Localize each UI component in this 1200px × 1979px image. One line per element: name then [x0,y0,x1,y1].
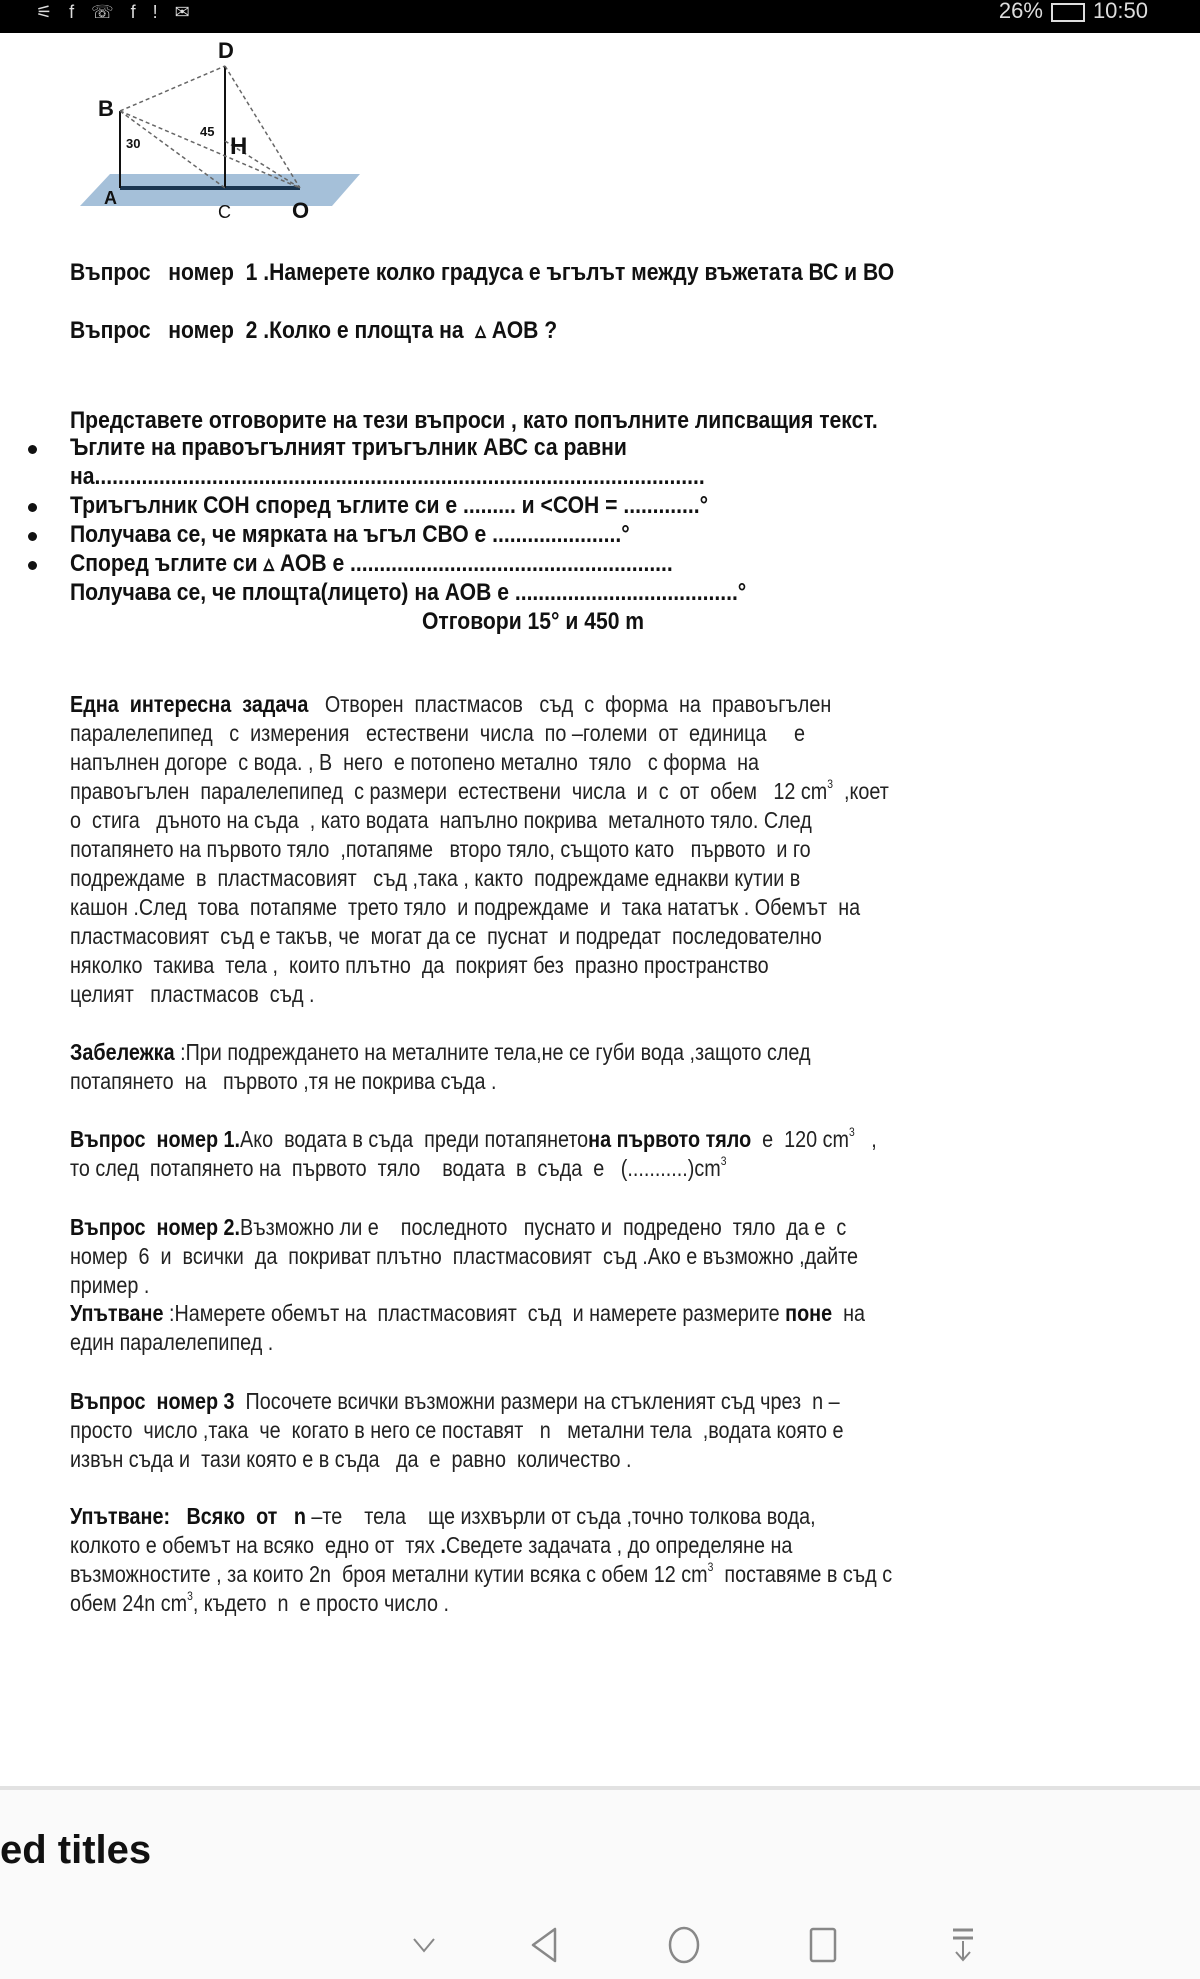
problem-line [70,1531,792,1560]
text-run: кашон .След това потапяме трето тяло и подреждаме и така нататък . Обемът на [70,894,861,920]
text-run: , [854,1126,877,1152]
bold-text: Въпрос номер 2. [70,1214,241,1240]
bold-text: Въпрос номер 1. [70,1126,241,1152]
bullet [28,561,37,570]
label-b: B [98,96,114,121]
recents-icon[interactable] [803,1925,843,1965]
worksheet-line [70,433,627,462]
problem-line [70,1416,843,1445]
bold-text: Една интересна задача [70,691,309,717]
text-run: о стига дъното на съда , като водата напълно покрива металното тяло. След [70,807,812,833]
text-run: пластмасовият съд е такъв, че могат да се пуснат и подредат последователно [70,923,822,949]
superscript: 3 [827,777,834,791]
text-run: Въпрос номер 1 .Намерете колко градуса е ъгълът между въжетата ВС и ВО [70,259,895,286]
problem-line [70,1589,449,1618]
problem-line [70,1213,846,1242]
related-panel [0,1790,1200,1979]
problem-line [70,1154,727,1183]
text-run: потапянето на първото тяло ,потапяме второ тяло, същото като първото и го [70,836,811,862]
text-run: Отворен пластмасов съд с форма на правоъгълен [308,691,832,717]
text-run: Получава се, че площта(лицето) на АОВ е ......................................° [70,579,747,606]
problem-line [70,748,759,777]
home-icon[interactable] [664,1925,704,1965]
problem-line [70,719,805,748]
worksheet-line [70,406,878,435]
label-c: C [218,202,231,222]
text-run: колкото е обемът на всяко едно от тях [70,1532,441,1558]
back-icon[interactable] [524,1925,564,1965]
battery-percent: 26% [998,0,1043,23]
bold-text: Забележка [70,1039,175,1065]
problem-line [70,806,812,835]
status-bar [0,0,1200,33]
related-titles-heading: ed titles [0,1828,152,1872]
worksheet-line [70,462,705,491]
label-a: A [104,188,117,208]
problem-line [70,1502,816,1531]
text-run: Отговори 15° и 450 m [422,608,645,635]
clock: 10:50 [1092,0,1148,23]
text-run: потапянето на първото ,тя не покрива съда . [70,1068,497,1094]
text-run: Възможно ли е последното пуснато и подредено тяло да е с [240,1214,847,1240]
worksheet-line [422,607,644,636]
bullet [28,445,37,454]
problem-line [70,1387,840,1416]
text-run: паралелепипед с измерения естествени числа по –големи от единица е [70,720,805,746]
worksheet-line [70,520,630,549]
label-o: O [292,198,310,223]
text-run: Получава се, че мярката на ъгъл СВО е ......................° [70,521,630,548]
problem-line [70,1242,858,1271]
label-h: H [230,133,248,160]
text-run: подреждаме в пластмасовият съд ,така , както подреждаме еднакви кутии в [70,865,801,891]
superscript: 3 [849,1125,855,1139]
problem-line [70,690,831,719]
text-run: Ъглите на правоъгълният триъгълник АВС са равни [70,434,627,461]
problem-line [70,893,860,922]
chevron-down-icon[interactable] [404,1925,444,1965]
geometry-diagram [70,36,370,236]
bold-text: на първото тяло [588,1126,752,1152]
bold-text: Въпрос номер 3 [70,1388,235,1414]
bold-text: Упътване [70,1300,164,1326]
bold-text: . [440,1532,446,1558]
text-run: Сведете задачата , до определяне на [445,1532,793,1558]
problem-line [70,777,889,806]
text-run: :Намерете обемът на пластмасовият съд и намерете размерите [163,1300,786,1326]
text-run: :При подреждането на металните тела,не се губи вода ,защото след [174,1039,811,1065]
bold-text: Упътване: Всяко от n [70,1503,306,1529]
text-run: Посочете всички възможни размери на стъкленият съд чрез n – [234,1388,840,1414]
problem-line [70,1038,811,1067]
text-run: е 120 cm [751,1126,850,1152]
bullet [28,503,37,512]
label-d: D [218,38,234,63]
text-run: обем 24n cm [70,1590,188,1616]
text-run: Ако водата в съда преди потапянето [240,1126,589,1152]
text-run: Представете отговорите на тези въпроси , като попълните липсващия текст. [70,407,878,434]
text-run: то след потапянето на първото тяло водата в съда е (...........)cm [70,1155,721,1181]
text-run: извън съда и тази която е в съда да е равно количество . [70,1446,632,1472]
problem-line [70,835,811,864]
problem-line [70,1271,149,1300]
problem-line [70,951,769,980]
text-run: напълнен догоре с вода. , В него е потопено метално тяло с форма на [70,749,760,775]
angle-30: 30 [126,136,141,151]
problem-line [70,980,315,1009]
download-icon[interactable] [943,1925,983,1965]
text-run: –те тела ще изхвърли от съда ,точно толкова вода, [305,1503,816,1529]
angle-45: 45 [200,124,215,139]
text-run: на........................................................................................................ [70,463,705,490]
worksheet-line [70,258,894,287]
text-run: ,коет [833,778,889,804]
superscript: 3 [707,1560,714,1574]
problem-line [70,864,800,893]
worksheet-line [70,549,673,578]
problem-line [70,1445,632,1474]
worksheet-line [70,316,557,345]
text-run: поставяме в съд с [713,1561,893,1587]
bullet [28,532,37,541]
problem-line [70,1299,865,1328]
bold-text: поне [785,1300,833,1326]
text-run: Според ъглите си ▵ АОВ е ....................................................... [70,550,673,577]
superscript: 3 [187,1589,193,1603]
text-run: пример . [70,1272,150,1298]
text-run: правоъгълен паралелепипед с размери естествени числа и с от обем 12 cm [70,778,828,804]
problem-line [70,922,822,951]
notification-icons: ⚟ f ☏ f ! ✉ [36,2,196,22]
text-run: Триъгълник СОН според ъглите си е ......... и <СОН = .............° [70,492,709,519]
text-run: един паралелепипед . [70,1329,274,1355]
text-run: номер 6 и всички да покриват плътно пластмасовият съд .Ако е възможно ,дайте [70,1243,859,1269]
problem-line [70,1328,273,1357]
text-run: просто число ,така че когато в него се поставят n метални тела ,водата която е [70,1417,844,1443]
worksheet-line [70,578,746,607]
text-run: , където n е просто число . [192,1590,449,1616]
superscript: 3 [720,1154,727,1168]
problem-line [70,1067,496,1096]
battery-icon [1051,3,1085,22]
text-run: на [832,1300,866,1326]
problem-line [70,1560,892,1589]
worksheet-line [70,491,708,520]
status-right [999,0,1148,24]
text-run: Въпрос номер 2 .Колко е площта на ▵ АОВ ? [70,317,558,344]
text-run: възможностите , за които 2n броя метални кутии всяка с обем 12 cm [70,1561,708,1587]
problem-line [70,1125,877,1154]
text-run: целият пластмасов съд . [70,981,315,1007]
text-run: няколко такива тела , които плътно да покрият без празно пространство [70,952,769,978]
